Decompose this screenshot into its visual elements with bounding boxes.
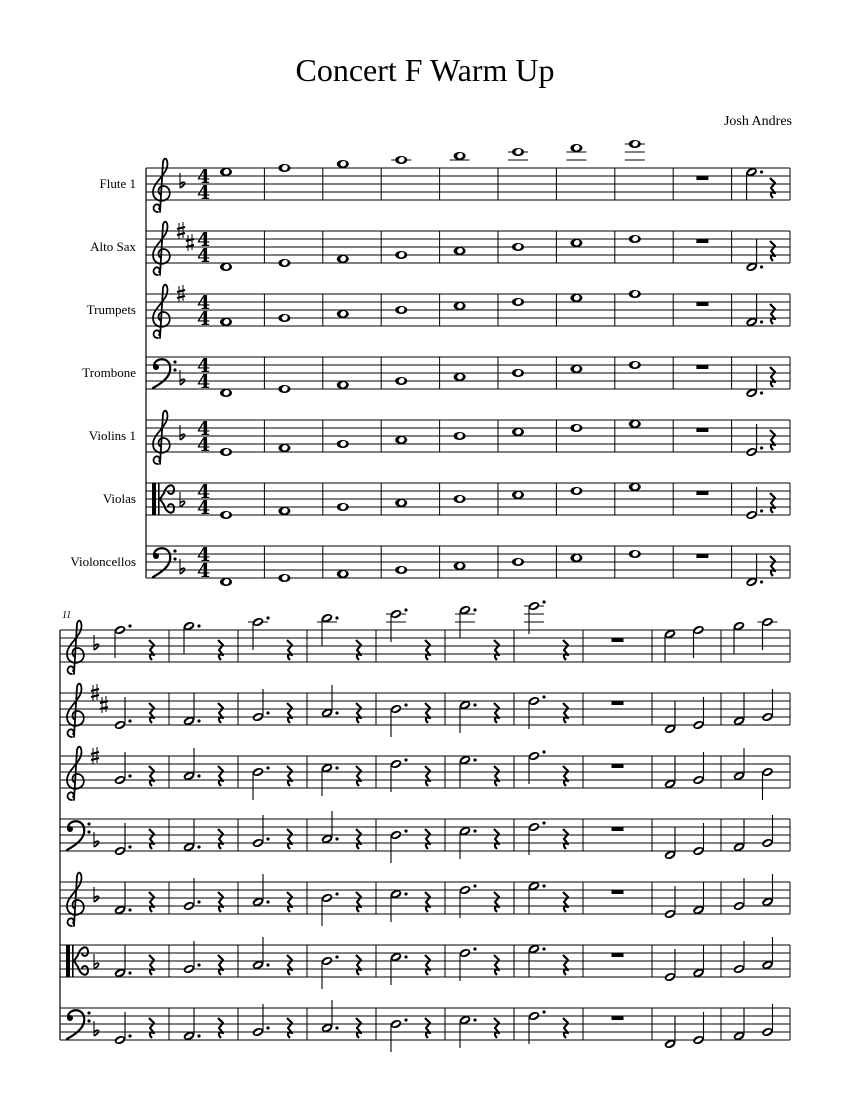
dotted-half-note <box>390 1018 408 1052</box>
dotted-half-note <box>528 1010 546 1044</box>
quarter-rest-icon <box>149 955 154 975</box>
staff-violoncellos <box>70 544 790 587</box>
dotted-half-note <box>252 616 270 650</box>
quarter-rest-icon <box>494 766 499 786</box>
staff-alto-sax <box>90 222 790 275</box>
flat-icon <box>180 425 185 440</box>
whole-note <box>220 168 232 176</box>
treble-clef-icon <box>67 747 84 800</box>
whole-note <box>512 428 524 436</box>
dotted-half-note <box>745 239 763 272</box>
half-note <box>664 629 677 662</box>
whole-note <box>454 152 466 160</box>
quarter-rest-icon <box>287 892 292 912</box>
time-signature-bottom: 4 <box>197 497 211 519</box>
instrument-name: Flute 1 <box>99 176 136 191</box>
whole-rest-icon <box>612 953 624 957</box>
whole-rest-icon <box>696 365 708 369</box>
whole-note <box>278 574 290 582</box>
half-note <box>664 886 677 919</box>
dotted-half-note <box>528 944 546 977</box>
treble-clef-icon <box>153 411 170 464</box>
dotted-half-note <box>183 1008 201 1041</box>
instrument-name: Trombone <box>82 365 136 380</box>
sharp-icon <box>91 747 99 764</box>
quarter-rest-icon <box>287 955 292 975</box>
whole-rest-icon <box>696 554 708 558</box>
whole-rest-icon <box>696 176 708 180</box>
quarter-rest-icon <box>425 703 430 723</box>
dotted-half-note <box>321 1000 339 1033</box>
quarter-rest-icon <box>770 178 775 198</box>
half-note <box>761 874 774 907</box>
time-signature-top: 4 <box>197 418 211 440</box>
whole-rest-icon <box>696 428 708 432</box>
half-note <box>733 819 746 852</box>
whole-note <box>220 511 232 519</box>
staff-violins-1 <box>60 873 790 926</box>
half-note <box>664 756 677 789</box>
dotted-half-note <box>252 766 270 800</box>
time-signature-bottom: 4 <box>197 434 211 456</box>
quarter-rest-icon <box>218 955 223 975</box>
whole-rest-icon <box>696 302 708 306</box>
treble-clef-icon <box>67 873 84 926</box>
staff-trombone <box>60 811 790 863</box>
whole-note <box>395 499 407 507</box>
dotted-half-note <box>390 889 408 922</box>
dotted-half-note <box>528 750 546 784</box>
whole-note <box>512 369 524 377</box>
flat-icon <box>180 370 185 385</box>
sharp-icon <box>177 222 185 239</box>
system-2 <box>60 600 790 1052</box>
whole-rest-icon <box>612 890 624 894</box>
whole-note <box>220 578 232 586</box>
half-note <box>761 937 774 970</box>
dotted-half-note <box>459 700 477 733</box>
quarter-rest-icon <box>770 367 775 387</box>
quarter-rest-icon <box>356 640 361 660</box>
whole-note <box>454 432 466 440</box>
time-signature-bottom: 4 <box>197 245 211 267</box>
dotted-half-note <box>459 1015 477 1048</box>
quarter-rest-icon <box>425 640 430 660</box>
dotted-half-note <box>183 748 201 781</box>
half-note <box>692 752 705 785</box>
time-signature-bottom: 4 <box>197 308 211 330</box>
dotted-half-note <box>459 826 477 859</box>
time-signature-bottom: 4 <box>197 182 211 204</box>
quarter-rest-icon <box>218 703 223 723</box>
half-note <box>692 945 705 978</box>
staff-flute-1 <box>60 600 790 674</box>
whole-note <box>337 503 349 511</box>
dotted-half-note <box>745 294 763 327</box>
whole-note <box>570 487 582 495</box>
whole-note <box>337 310 349 318</box>
half-note <box>664 949 677 982</box>
staff-trumpets <box>60 747 790 800</box>
quarter-rest-icon <box>287 703 292 723</box>
whole-note <box>395 306 407 314</box>
whole-note <box>570 424 582 432</box>
quarter-rest-icon <box>494 703 499 723</box>
quarter-rest-icon <box>356 829 361 849</box>
staff-alto-sax <box>60 684 790 737</box>
half-note <box>733 748 746 781</box>
quarter-rest-icon <box>563 1018 568 1038</box>
whole-note <box>337 160 349 168</box>
bass-clef-icon <box>153 548 177 577</box>
measure-number: 11 <box>62 610 72 621</box>
instrument-name: Alto Sax <box>90 239 136 254</box>
quarter-rest-icon <box>218 829 223 849</box>
sharp-icon <box>100 696 108 713</box>
whole-note <box>629 140 641 148</box>
quarter-rest-icon <box>287 829 292 849</box>
whole-note <box>278 259 290 267</box>
treble-clef-icon <box>153 222 170 275</box>
whole-note <box>454 247 466 255</box>
dotted-half-note <box>528 821 546 855</box>
quarter-rest-icon <box>287 766 292 786</box>
treble-clef-icon <box>67 621 84 674</box>
flat-icon <box>180 559 185 574</box>
instrument-name: Violas <box>102 491 136 506</box>
half-note <box>664 827 677 860</box>
dotted-half-note <box>459 755 477 788</box>
whole-note <box>629 420 641 428</box>
staff-violoncellos <box>60 1000 790 1052</box>
quarter-rest-icon <box>770 241 775 261</box>
half-note <box>761 1004 774 1037</box>
whole-note <box>629 483 641 491</box>
half-note <box>692 1012 705 1045</box>
half-note <box>692 882 705 915</box>
dotted-half-note <box>390 829 408 863</box>
whole-note <box>454 302 466 310</box>
whole-rest-icon <box>696 239 708 243</box>
dotted-half-note <box>114 882 132 915</box>
quarter-rest-icon <box>425 1018 430 1038</box>
half-note <box>692 625 705 658</box>
whole-note <box>512 298 524 306</box>
bass-clef-icon <box>153 359 177 388</box>
whole-rest-icon <box>612 701 624 705</box>
quarter-rest-icon <box>218 892 223 912</box>
dotted-half-note <box>528 881 546 914</box>
whole-rest-icon <box>612 1016 624 1020</box>
time-signature-top: 4 <box>197 229 211 251</box>
whole-note <box>278 444 290 452</box>
sharp-icon <box>186 234 194 251</box>
whole-note <box>570 294 582 302</box>
whole-note <box>629 290 641 298</box>
half-note <box>733 941 746 974</box>
quarter-rest-icon <box>356 955 361 975</box>
quarter-rest-icon <box>563 766 568 786</box>
dotted-half-note <box>321 763 339 796</box>
dotted-half-note <box>745 365 763 398</box>
dotted-half-note <box>390 758 408 792</box>
sharp-icon <box>91 684 99 701</box>
quarter-rest-icon <box>149 766 154 786</box>
flat-icon <box>180 492 185 507</box>
quarter-rest-icon <box>218 766 223 786</box>
dotted-half-note <box>390 608 408 642</box>
whole-note <box>278 385 290 393</box>
sharp-icon <box>177 285 185 302</box>
staff-violas <box>60 937 790 989</box>
staff-violins-1 <box>89 411 790 464</box>
quarter-rest-icon <box>563 955 568 975</box>
half-note <box>664 701 677 734</box>
quarter-rest-icon <box>563 640 568 660</box>
staff-flute-1 <box>100 140 790 212</box>
half-note <box>733 878 746 911</box>
quarter-rest-icon <box>356 1018 361 1038</box>
system-1 <box>70 140 790 588</box>
bass-clef-icon <box>67 1010 91 1039</box>
quarter-rest-icon <box>149 640 154 660</box>
whole-note <box>512 243 524 251</box>
whole-note <box>395 436 407 444</box>
dotted-half-note <box>321 811 339 844</box>
quarter-rest-icon <box>287 640 292 660</box>
whole-note <box>395 251 407 259</box>
dotted-half-note <box>114 945 132 978</box>
whole-note <box>337 440 349 448</box>
whole-note <box>454 495 466 503</box>
quarter-rest-icon <box>494 955 499 975</box>
flat-icon <box>94 635 99 650</box>
quarter-rest-icon <box>149 1018 154 1038</box>
whole-note <box>220 263 232 271</box>
staff-violas <box>103 481 790 520</box>
whole-rest-icon <box>612 827 624 831</box>
dotted-half-note <box>459 884 477 918</box>
time-signature-top: 4 <box>197 292 211 314</box>
staff-trombone <box>82 355 790 398</box>
dotted-half-note <box>390 952 408 985</box>
quarter-rest-icon <box>425 892 430 912</box>
dotted-half-note <box>528 695 546 729</box>
dotted-half-note <box>459 947 477 981</box>
whole-note <box>629 550 641 558</box>
whole-note <box>629 235 641 243</box>
quarter-rest-icon <box>356 892 361 912</box>
whole-note <box>512 148 524 156</box>
half-note <box>664 1016 677 1049</box>
quarter-rest-icon <box>287 1018 292 1038</box>
dotted-half-note <box>459 605 477 638</box>
quarter-rest-icon <box>770 493 775 513</box>
whole-rest-icon <box>612 764 624 768</box>
flat-icon <box>180 173 185 188</box>
dotted-half-note <box>390 703 408 737</box>
whole-note <box>337 570 349 578</box>
quarter-rest-icon <box>563 892 568 912</box>
whole-note <box>570 554 582 562</box>
instrument-name: Trumpets <box>86 302 136 317</box>
whole-note <box>337 381 349 389</box>
composer-name: Josh Andres <box>723 114 792 129</box>
quarter-rest-icon <box>494 829 499 849</box>
time-signature-top: 4 <box>197 544 211 566</box>
flat-icon <box>94 832 99 847</box>
dotted-half-note <box>745 167 763 200</box>
dotted-half-note <box>321 955 339 989</box>
whole-note <box>570 144 582 152</box>
staff-trumpets <box>87 285 790 338</box>
flat-icon <box>94 1021 99 1036</box>
flat-icon <box>94 954 99 969</box>
bass-clef-icon <box>67 821 91 850</box>
dotted-half-note <box>745 554 763 587</box>
quarter-rest-icon <box>149 829 154 849</box>
quarter-rest-icon <box>770 304 775 324</box>
half-note <box>761 767 774 800</box>
quarter-rest-icon <box>563 829 568 849</box>
quarter-rest-icon <box>425 766 430 786</box>
instrument-name: Violins 1 <box>88 428 136 443</box>
flat-icon <box>94 887 99 902</box>
half-note <box>692 697 705 730</box>
quarter-rest-icon <box>770 430 775 450</box>
quarter-rest-icon <box>356 766 361 786</box>
treble-clef-icon <box>153 159 170 212</box>
half-note <box>733 693 746 726</box>
time-signature-top: 4 <box>197 481 211 503</box>
treble-clef-icon <box>67 684 84 737</box>
time-signature-top: 4 <box>197 166 211 188</box>
time-signature-bottom: 4 <box>197 371 211 393</box>
quarter-rest-icon <box>494 892 499 912</box>
instrument-name: Violoncellos <box>70 554 136 569</box>
half-note <box>761 815 774 848</box>
whole-note <box>220 448 232 456</box>
half-note <box>761 617 774 650</box>
half-note <box>733 621 746 654</box>
time-signature-top: 4 <box>197 355 211 377</box>
whole-note <box>220 318 232 326</box>
whole-rest-icon <box>696 491 708 495</box>
dotted-half-note <box>321 685 339 718</box>
whole-note <box>278 314 290 322</box>
whole-note <box>454 373 466 381</box>
dotted-half-note <box>321 613 339 646</box>
whole-note <box>395 377 407 385</box>
whole-rest-icon <box>612 638 624 642</box>
whole-note <box>570 365 582 373</box>
dotted-half-note <box>183 693 201 726</box>
dotted-half-note <box>528 600 546 634</box>
dotted-half-note <box>183 819 201 852</box>
half-note <box>733 1008 746 1041</box>
half-note <box>692 823 705 856</box>
whole-note <box>278 164 290 172</box>
quarter-rest-icon <box>494 1018 499 1038</box>
quarter-rest-icon <box>356 703 361 723</box>
quarter-rest-icon <box>149 703 154 723</box>
whole-note <box>570 239 582 247</box>
quarter-rest-icon <box>425 829 430 849</box>
score-title: Concert F Warm Up <box>295 52 555 88</box>
treble-clef-icon <box>153 285 170 338</box>
whole-note <box>454 562 466 570</box>
dotted-half-note <box>114 624 132 658</box>
whole-note <box>395 566 407 574</box>
quarter-rest-icon <box>218 1018 223 1038</box>
quarter-rest-icon <box>494 640 499 660</box>
dotted-half-note <box>321 892 339 926</box>
whole-note <box>512 491 524 499</box>
quarter-rest-icon <box>770 556 775 576</box>
time-signature-bottom: 4 <box>197 560 211 582</box>
quarter-rest-icon <box>149 892 154 912</box>
dotted-half-note <box>252 874 270 907</box>
whole-note <box>512 558 524 566</box>
quarter-rest-icon <box>563 703 568 723</box>
whole-note <box>629 361 641 369</box>
quarter-rest-icon <box>218 640 223 660</box>
whole-note <box>337 255 349 263</box>
whole-note <box>278 507 290 515</box>
dotted-half-note <box>183 621 201 654</box>
dotted-half-note <box>252 937 270 970</box>
whole-note <box>395 156 407 164</box>
whole-note <box>220 389 232 397</box>
quarter-rest-icon <box>425 955 430 975</box>
half-note <box>761 689 774 722</box>
